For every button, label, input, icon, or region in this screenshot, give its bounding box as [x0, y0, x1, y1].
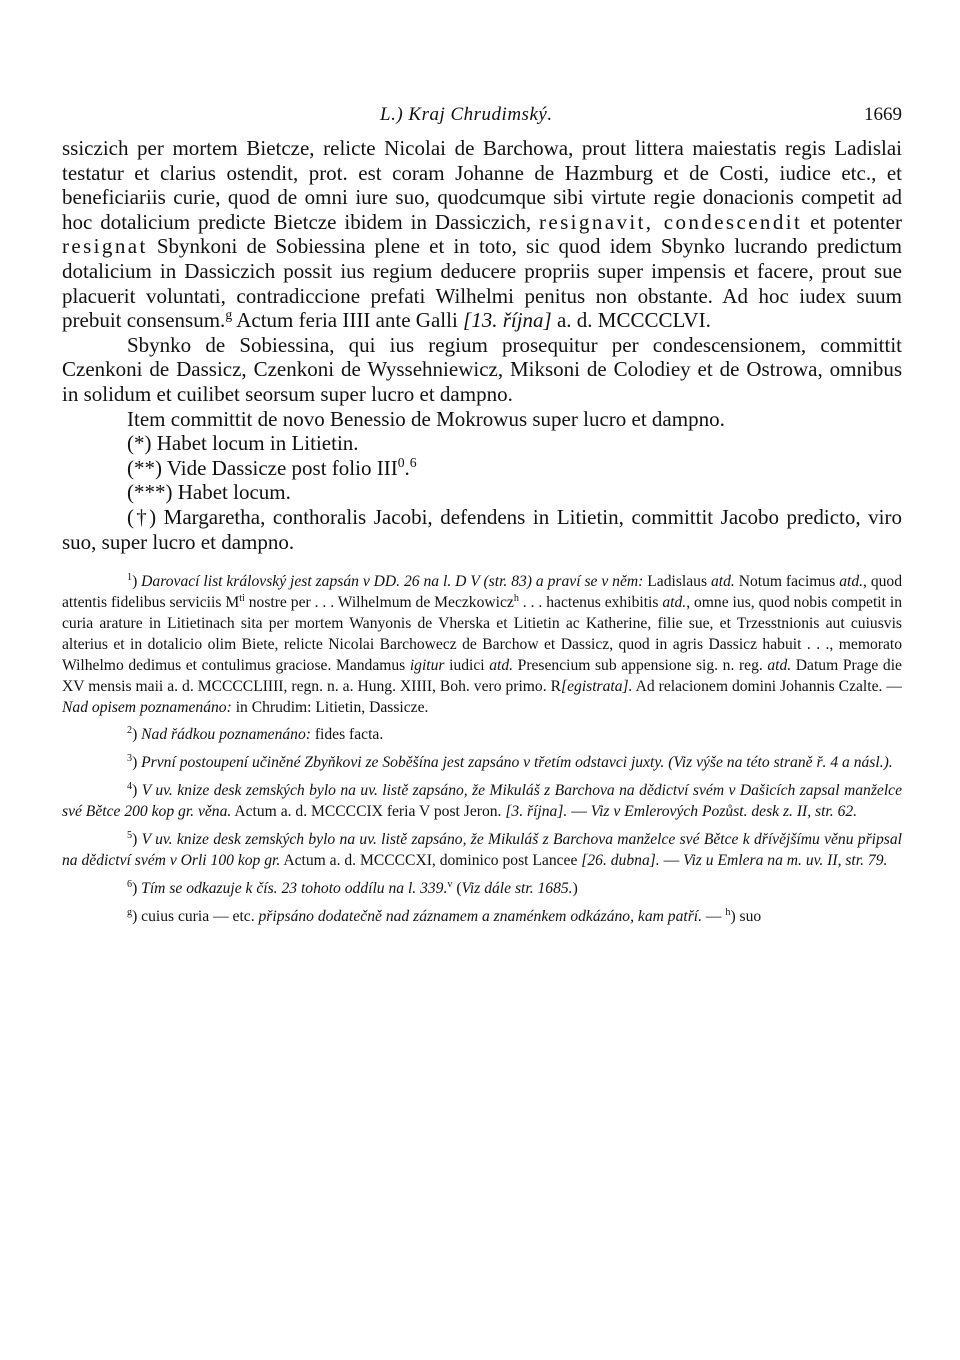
date-annotation: [13. října]: [463, 308, 552, 333]
footnote-marker: g: [225, 307, 233, 323]
text-span: Actum a. d. MCCCCIX feria V post Jeron.: [231, 803, 506, 821]
spaced-text: resignavit, condescendit: [539, 209, 803, 234]
main-text: [62, 136, 902, 554]
paragraph-6: (***) Habet locum.: [127, 480, 291, 505]
footnote-number: 4: [127, 781, 133, 793]
footnote-2: [62, 725, 902, 746]
italic-text: Nad opisem poznamenáno:: [62, 698, 232, 716]
italic-text: atd.: [662, 594, 687, 611]
italic-text: Darovací list královský jest zapsán v DD. 26 na l. D V (str. 83) a praví se v něm:: [141, 573, 644, 591]
text-span: Actum feria IIII ante Galli: [232, 308, 464, 333]
text-span: ): [132, 879, 142, 897]
text-span: nostre per . . . Wilhelmum de Meczkowicz: [244, 594, 514, 611]
italic-text: atd.: [767, 656, 792, 674]
superscript: v: [447, 878, 453, 890]
text-span: , omne ius, quod nobis competit in curia arature in Litietinach sita per mortem Wanyonis de Vherska et Litietin ac Katherine, filie sue, et Trzesstnionis aut cuiusvis alterius et in dotalicio olim Biete, relicte Nicolai Barchowecz de Barchow et Dassicz, quod in agris Dassicz habuit . . ., memorato Wilhelmo dedimus et contulimus graciose. Mandamus: [62, 594, 902, 674]
italic-text: atd.: [839, 573, 864, 591]
text-span: fides facta.: [310, 726, 384, 744]
footnote-marker: 6: [409, 454, 417, 470]
document-page: [62, 98, 902, 935]
running-title: L.) Kraj Chrudimský.: [380, 104, 553, 125]
footnotes: [62, 572, 902, 928]
italic-text: [3. října].: [505, 803, 568, 821]
text-span: et potenter: [802, 209, 902, 234]
text-span: . . . hactenus exhibitis: [518, 594, 663, 611]
paragraph-4: (*) Habet locum in Litietin.: [127, 431, 359, 456]
footnote-number: h: [725, 906, 731, 918]
text-span: ): [132, 831, 142, 849]
paragraph-7: (†) Margaretha, conthoralis Jacobi, defendens in Litietin, committit Jacobo predicto, viro suo, super lucro et dampno.: [62, 504, 902, 554]
paragraph-3: Item committit de novo Benessio de Mokrowus super lucro et dampno.: [127, 406, 725, 431]
text-span: Datum Prage die XV mensis maii a. d. MCCCCLIIII, regn. n. a. Hung. XIIII, Boh. vero primo. R: [62, 656, 902, 695]
text-span: ssiczich per mortem Bietcze, relicte Nicolai de Barchowa, prout littera maiestatis regis Ladislai testatur et clarius ostendit, prot. est coram Johanne de Hazmburg et de Costi, iudice etc., et beneficiariis curie, quod de omni iure suo, quodcumque sibi virtute regie donacionis competit ad hoc dotalicium predicte Bietcze ibidem in Dassiczich,: [62, 136, 902, 234]
footnote-4: [62, 781, 902, 823]
footnote-6: [62, 879, 902, 900]
footnote-number: g: [127, 906, 133, 918]
text-span: ): [572, 879, 578, 897]
italic-text: Viz u Emlera na m. uv. II, str. 79.: [683, 851, 888, 869]
footnote-1: [62, 572, 902, 718]
footnote-number: 6: [127, 878, 133, 890]
spaced-text: resignat: [62, 234, 148, 259]
footnote-number: 5: [127, 829, 133, 841]
text-span: in Chrudim: Litietin, Dassicze.: [231, 698, 429, 716]
text-span: Actum a. d. MCCCCXI, dominico post Lancee: [280, 851, 582, 869]
text-span: —: [659, 851, 684, 869]
paragraph-2: Sbynko de Sobiessina, qui ius regium prosequitur per condescensionem, committit Czenkoni de Dassicz, Czenkoni de Wyssehniewicz, Miksoni de Colodiey et de Ostrowa, omnibus in solidum et cuilibet seorsum super lucro et dampno.: [62, 332, 902, 406]
italic-text: Viz v Emlerových Pozůst. desk z. II, str. 62.: [590, 803, 858, 821]
superscript: ti: [239, 592, 245, 604]
text-span: —: [567, 803, 591, 821]
text-span: (**) Vide Dassicze post folio III: [127, 455, 398, 480]
footnote-g: [62, 907, 902, 928]
footnote-marker: h: [513, 592, 519, 604]
italic-text: V uv. knize desk zemských bylo na uv. listě zapsáno, že Mikuláš z Barchova manželce své Bětce k dřívějšímu věnu připsal na dědictví svém v Orli 100 kop gr.: [62, 831, 903, 869]
footnote-number: 2: [127, 725, 133, 737]
text-span: iudici: [444, 656, 490, 674]
italic-text: Nad řádkou poznamenáno:: [141, 726, 311, 744]
footnote-3: [62, 753, 902, 774]
text-span: ): [132, 754, 142, 772]
italic-text: atd.: [489, 656, 514, 674]
text-span: ): [132, 782, 142, 800]
text-span: Notum facimus: [734, 573, 840, 591]
italic-text: igitur: [409, 656, 445, 674]
text-span: (: [452, 879, 462, 897]
text-span: Presencium sub appensione sig. n. reg.: [513, 656, 768, 674]
text-span: ) suo: [730, 907, 762, 925]
paragraph-1: [62, 136, 902, 333]
text-span: ): [132, 573, 142, 591]
text-span: Sbynkoni de Sobiessina plene et in toto, sic quod idem Sbynko lucrando predictum dotalicium in Dassiczich possit ius regium deducere propriis super impensis et facere, prout sue placuerit voluntati, contradiccione prefati Wilhelmi penitus non obstante. Ad hoc iudex suum prebuit consensum.: [62, 234, 902, 333]
text-span: —: [702, 907, 726, 925]
text-span: a. d. MCCCCLVI.: [551, 308, 711, 333]
paragraph-5: [62, 456, 902, 481]
italic-text: V uv. knize desk zemských bylo na uv. listě zapsáno, že Mikuláš z Barchova na dědictví svém v Dašicích zapsal manželce své Bětce 200 kop gr. věna.: [62, 782, 903, 821]
page-number: 1669: [864, 104, 902, 125]
footnote-number: 1: [127, 571, 133, 583]
page-header: [62, 98, 902, 136]
italic-text: [26. dubna].: [581, 851, 660, 869]
text-span: Ladislaus: [643, 573, 711, 591]
italic-text: [egistrata].: [561, 677, 633, 695]
text-span: Ad relacionem domini Johannis Czalte. —: [632, 677, 902, 695]
italic-text: Tím se odkazuje k čís. 23 tohoto oddílu na l. 339.: [141, 879, 448, 897]
superscript: 0: [397, 454, 405, 470]
text-span: ): [132, 726, 142, 744]
text-span: , quod attentis fidelibus serviciis M: [62, 573, 903, 611]
footnote-number: 3: [127, 753, 133, 765]
italic-text: Viz dále str. 1685.: [461, 879, 573, 897]
italic-text: První postoupení učiněné Zbyňkovi ze Soběšína jest zapsáno v třetím odstavci juxty. (Viz výše na této straně ř. 4 a násl.).: [141, 754, 893, 772]
italic-text: připsáno dodatečně nad záznamem a znaménkem odkázáno, kam patří.: [258, 907, 703, 925]
italic-text: atd.: [710, 573, 735, 591]
text-span: .: [404, 455, 410, 480]
text-span: ) cuius curia — etc.: [132, 907, 259, 925]
footnote-5: [62, 830, 902, 872]
